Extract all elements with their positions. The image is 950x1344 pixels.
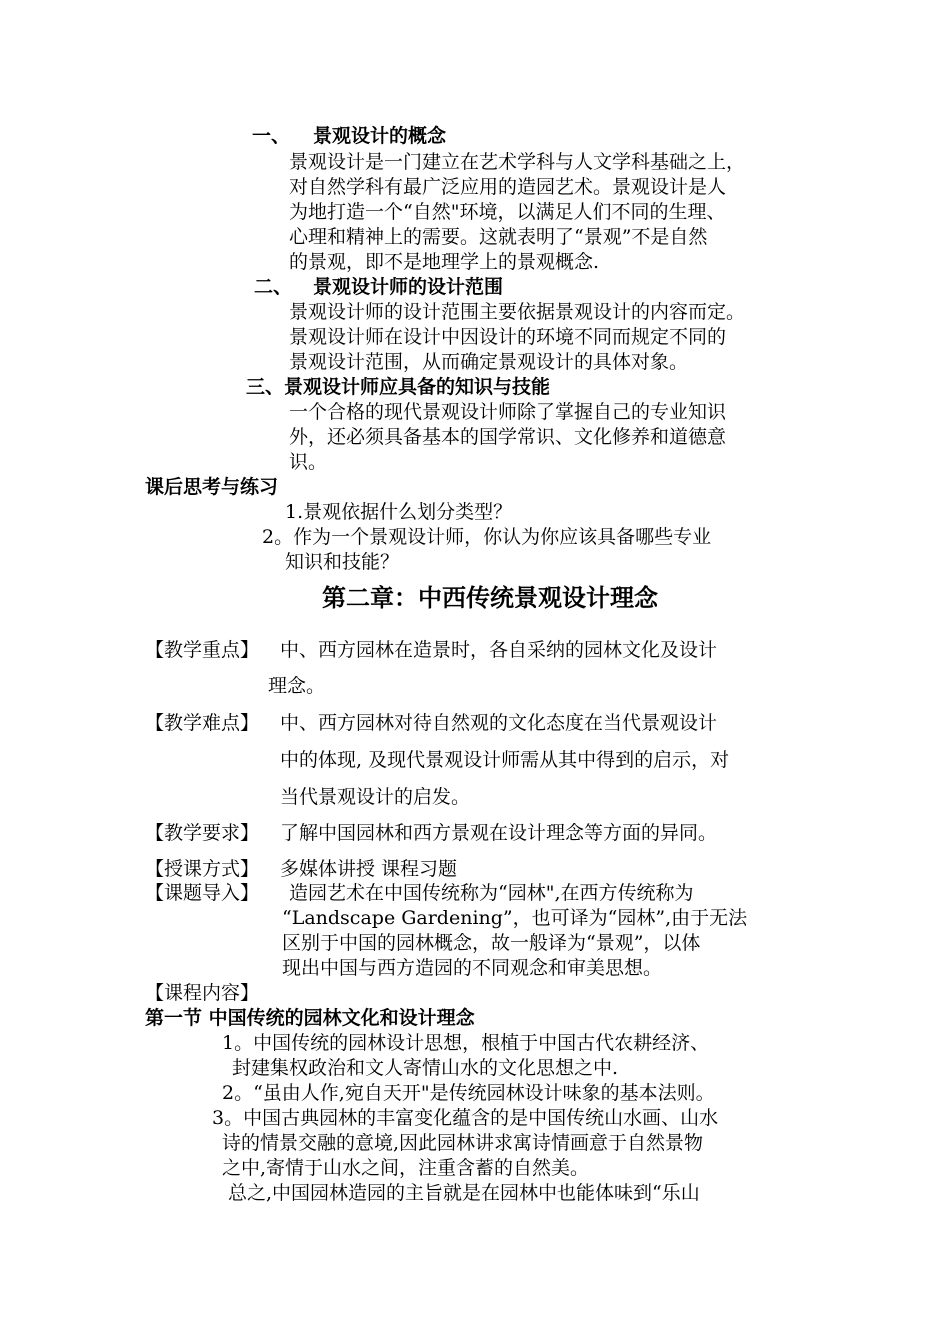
key-points-line: 中、西方园林在造景时，各自采纳的园林文化及设计 — [280, 639, 718, 661]
difficulties-line: 当代景观设计的启发。 — [280, 786, 471, 808]
requirements-line: 了解中国园林和西方景观在设计理念等方面的异同。 — [280, 822, 718, 844]
paragraph-3-line: 3。中国古典园林的丰富变化蕴含的是中国传统山水画、山水 — [212, 1107, 719, 1129]
section-2-line: 景观设计师的设计范围主要依据景观设计的内容而定。 — [289, 301, 746, 323]
section-heading: 第一节 中国传统的园林文化和设计理念 — [145, 1007, 475, 1029]
section-2-number: 二、 — [254, 276, 293, 298]
difficulties-line: 中的体现, 及现代景观设计师需从其中得到的启示，对 — [280, 749, 730, 771]
difficulties-label: 【教学难点】 — [145, 712, 260, 734]
paragraph-3-line: 之中,寄情于山水之间，注重含蓄的自然美。 — [222, 1157, 590, 1179]
section-1-line: 心理和精神上的需要。这就表明了“景观”不是自然 — [289, 226, 708, 248]
intro-label: 【课题导入】 — [145, 882, 260, 904]
section-1-title: 景观设计的概念 — [313, 125, 447, 147]
section-1-line: 景观设计是一门建立在艺术学科与人文学科基础之上， — [289, 151, 746, 173]
section-1-line: 的景观，即不是地理学上的景观概念. — [289, 251, 600, 273]
intro-line: “Landscape Gardening”，也可译为“园林”,由于无法 — [282, 907, 748, 929]
section-2-title: 景观设计师的设计范围 — [313, 276, 504, 298]
section-2-line: 景观设计范围，从而确定景观设计的具体对象。 — [289, 351, 689, 373]
section-3-line: 外，还必须具备基本的国学常识、文化修养和道德意 — [289, 426, 727, 448]
requirements-label: 【教学要求】 — [145, 822, 260, 844]
section-3-line: 一个合格的现代景观设计师除了掌握自己的专业知识 — [289, 401, 727, 423]
course-content-label: 【课程内容】 — [145, 982, 260, 1004]
section-1-number: 一、 — [252, 125, 291, 147]
exercise-question-2: 2。作为一个景观设计师，你认为你应该具备哪些专业 — [262, 526, 712, 548]
section-1-line: 对自然学科有最广泛应用的造园艺术。景观设计是人 — [289, 176, 727, 198]
key-points-label: 【教学重点】 — [145, 639, 260, 661]
method-line: 多媒体讲授 课程习题 — [280, 858, 458, 880]
exercises-title: 课后思考与练习 — [145, 476, 279, 498]
section-3-heading: 三、景观设计师应具备的知识与技能 — [246, 376, 551, 398]
exercise-question-2-cont: 知识和技能？ — [285, 551, 400, 573]
exercise-question-1: 1.景观依据什么划分类型？ — [285, 501, 513, 523]
section-1-line: 为地打造一个“自然"环境，以满足人们不同的生理、 — [289, 201, 726, 223]
intro-line: 现出中国与西方造园的不同观念和审美思想。 — [282, 957, 663, 979]
paragraph-3-line: 诗的情景交融的意境,因此园林讲求寓诗情画意于自然景物 — [222, 1132, 704, 1154]
difficulties-line: 中、西方园林对待自然观的文化态度在当代景观设计 — [280, 712, 718, 734]
paragraph-2-line: 2。“虽由人作,宛自天开"是传统园林设计味象的基本法则。 — [222, 1082, 715, 1104]
paragraph-1-line: 1。中国传统的园林设计思想，根植于中国古代农耕经济、 — [222, 1032, 710, 1054]
section-2-line: 景观设计师在设计中因设计的环境不同而规定不同的 — [289, 326, 727, 348]
section-3-line: 识。 — [289, 451, 328, 473]
chapter-title: 第二章：中西传统景观设计理念 — [322, 584, 658, 612]
method-label: 【授课方式】 — [145, 858, 260, 880]
key-points-line: 理念。 — [268, 675, 326, 697]
paragraph-4-line: 总之,中国园林造园的主旨就是在园林中也能体味到“乐山 — [228, 1182, 700, 1204]
paragraph-1-line: 封建集权政治和文人寄情山水的文化思想之中. — [232, 1057, 619, 1079]
intro-line: 造园艺术在中国传统称为“园林",在西方传统称为 — [289, 882, 694, 904]
intro-line: 区别于中国的园林概念，故一般译为“景观”，以体 — [282, 932, 701, 954]
